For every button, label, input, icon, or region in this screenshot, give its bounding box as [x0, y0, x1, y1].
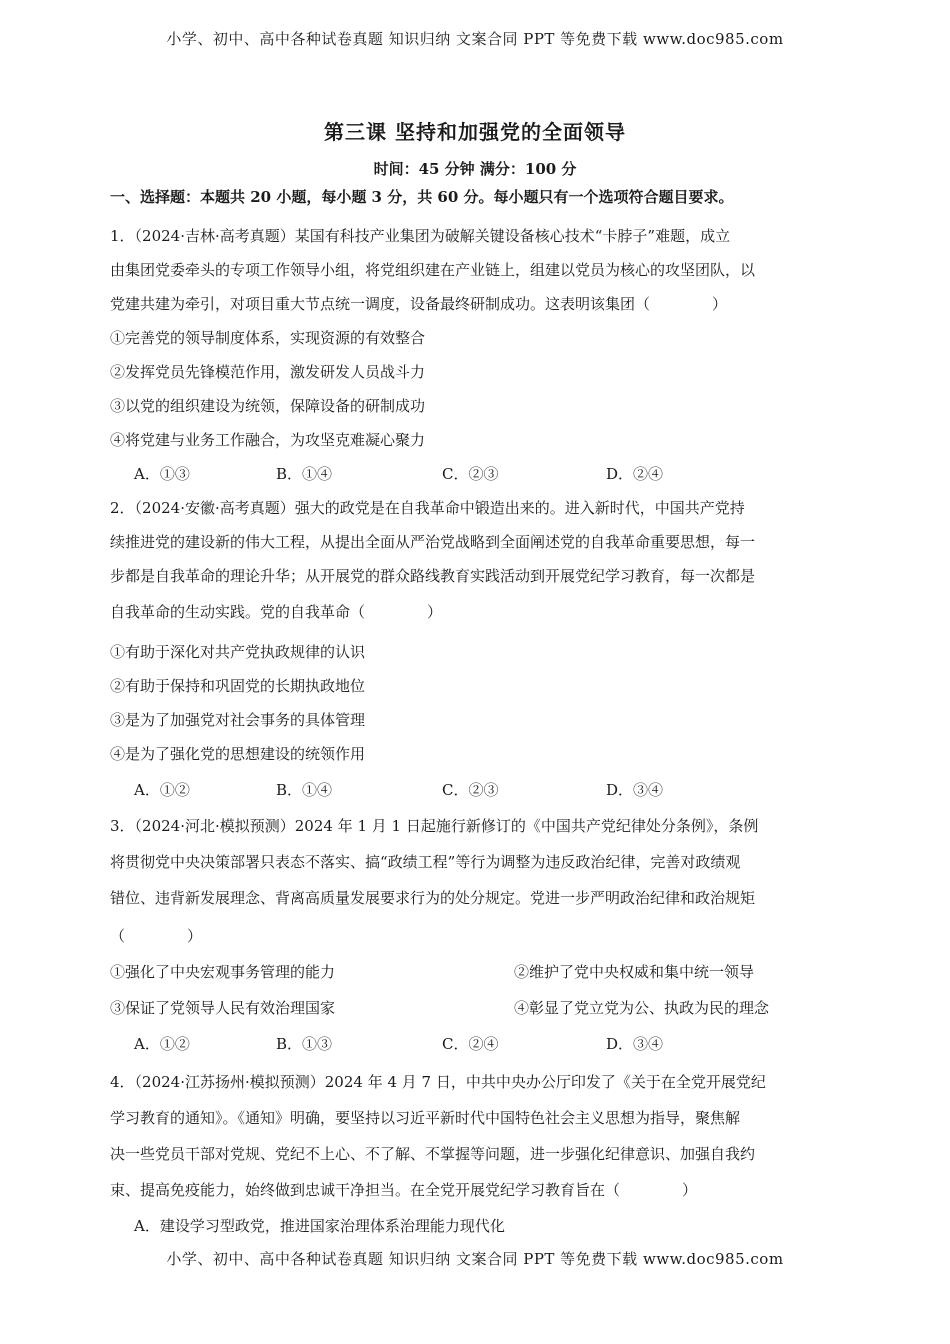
statement: ②发挥党员先锋模范作用，激发研发人员战斗力: [110, 363, 426, 381]
option-b[interactable]: B．①④: [276, 781, 333, 799]
section-heading: 一、选择题：本题共 20 小题，每小题 3 分，共 60 分。每小题只有一个选项符合题目要求。: [110, 188, 734, 206]
question-1-stem-end: 党建共建为牵引，对项目重大节点统一调度，设备最终研制成功。这表明该集团（ ）: [110, 295, 728, 313]
statement: ③是为了加强党对社会事务的具体管理: [110, 711, 366, 729]
option-a[interactable]: A．①②: [134, 1035, 190, 1053]
statement: ②有助于保持和巩固党的长期执政地位: [110, 677, 366, 695]
statement: ④将党建与业务工作融合，为攻坚克难凝心聚力: [110, 431, 426, 449]
statement: ③保证了党领导人民有效治理国家: [110, 999, 336, 1017]
option-c[interactable]: C．②③: [442, 465, 499, 483]
option-d[interactable]: D．②④: [606, 465, 664, 483]
question-2-stem-end: 自我革命的生动实践。党的自我革命（ ）: [110, 603, 443, 621]
statement: ①强化了中央宏观事务管理的能力: [110, 963, 336, 981]
page-title: 第三课 坚持和加强党的全面领导: [324, 120, 626, 144]
question-2-line: 步都是自我革命的理论升华；从开展党的群众路线教育实践活动到开展党纪学习教育，每一次都是: [110, 567, 756, 585]
statement: ①有助于深化对共产党执政规律的认识: [110, 643, 366, 661]
statement: ③以党的组织建设为统领，保障设备的研制成功: [110, 397, 426, 415]
option-a[interactable]: A．①②: [134, 781, 190, 799]
question-1-line: 由集团党委牵头的专项工作领导小组，将党组织建在产业链上，组建以党员为核心的攻坚团队，以: [110, 261, 756, 279]
question-4-stem-end: 束、提高免疫能力，始终做到忠诚干净担当。在全党开展党纪学习教育旨在（ ）: [110, 1181, 698, 1199]
option-b[interactable]: B．①④: [276, 465, 333, 483]
question-3-line: 错位、违背新发展理念、背离高质量发展要求行为的处分规定。党进一步严明政治纪律和政治规矩: [110, 889, 756, 907]
exam-info: 时间：45 分钟 满分：100 分: [373, 160, 577, 178]
statement: ②维护了党中央权威和集中统一领导: [514, 963, 755, 981]
statement: ④是为了强化党的思想建设的统领作用: [110, 745, 366, 763]
question-2-line: 2．（2024·安徽·高考真题）强大的政党是在自我革命中锻造出来的。进入新时代，中国共产党持: [110, 499, 745, 517]
question-4-line: 决一些党员干部对党规、党纪不上心、不了解、不掌握等问题，进一步强化纪律意识、加强自我约: [110, 1145, 756, 1163]
option-d[interactable]: D．③④: [606, 1035, 664, 1053]
option-c[interactable]: C．②④: [442, 1035, 499, 1053]
question-4-line: 4．（2024·江苏扬州·模拟预测）2024 年 4 月 7 日，中共中央办公厅印发了《关于在全党开展党纪: [110, 1073, 766, 1091]
question-3-stem-end: （ ）: [110, 927, 203, 945]
page-footer: 小学、初中、高中各种试卷真题 知识归纳 文案合同 PPT 等免费下载 www.doc985.com: [166, 1250, 784, 1268]
question-2-line: 续推进党的建设新的伟大工程，从提出全面从严治党战略到全面阐述党的自我革命重要思想，每一: [110, 533, 756, 551]
question-4-line: 学习教育的通知》。《通知》明确，要坚持以习近平新时代中国特色社会主义思想为指导，聚焦解: [110, 1109, 741, 1127]
statement: ④彰显了党立党为公、执政为民的理念: [514, 999, 770, 1017]
option-b[interactable]: B．①③: [276, 1035, 333, 1053]
option-c[interactable]: C．②③: [442, 781, 499, 799]
option-a[interactable]: A．建设学习型政党，推进国家治理体系治理能力现代化: [134, 1217, 505, 1235]
question-3-line: 3．（2024·河北·模拟预测）2024 年 1 月 1 日起施行新修订的《中国共产党纪律处分条例》，条例: [110, 817, 759, 835]
page-header: 小学、初中、高中各种试卷真题 知识归纳 文案合同 PPT 等免费下载 www.doc985.com: [166, 30, 784, 48]
statement: ①完善党的领导制度体系，实现资源的有效整合: [110, 329, 426, 347]
option-a[interactable]: A．①③: [134, 465, 190, 483]
option-d[interactable]: D．③④: [606, 781, 664, 799]
question-1-line: 1．（2024·吉林·高考真题）某国有科技产业集团为破解关键设备核心技术“卡脖子”难题，成立: [110, 227, 731, 245]
question-3-line: 将贯彻党中央决策部署只表态不落实、搞“政绩工程”等行为调整为违反政治纪律，完善对政绩观: [110, 853, 741, 871]
